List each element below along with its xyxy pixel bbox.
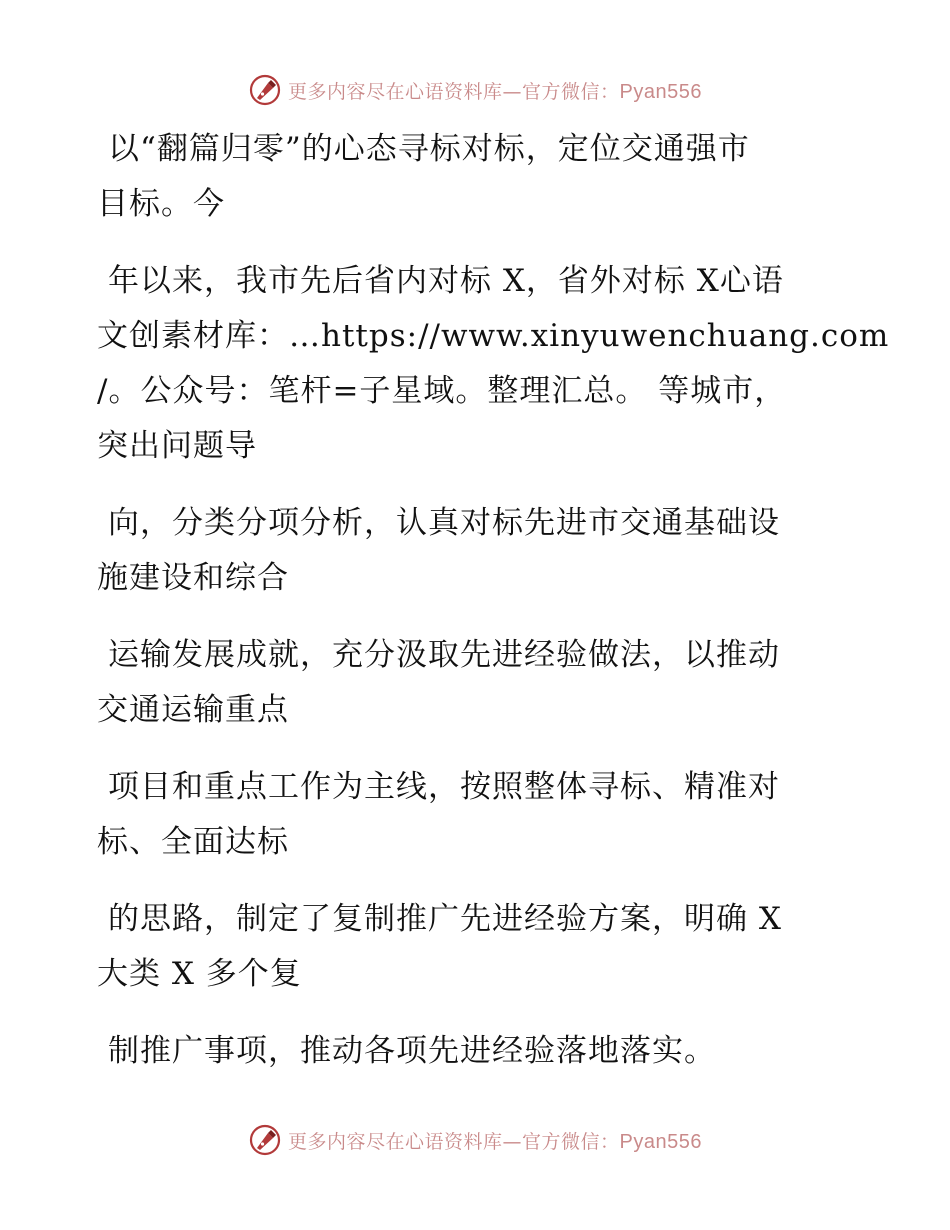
paragraph xyxy=(97,122,857,232)
paragraph xyxy=(97,892,857,1002)
text-line: 大类 X 多个复 xyxy=(97,956,302,992)
header-watermark xyxy=(0,70,950,110)
paragraph xyxy=(97,496,857,606)
text-line: 文创素材库：…https://www.xinyuwenchuang.com xyxy=(97,318,890,354)
paragraph xyxy=(97,760,857,870)
watermark-text: 更多内容尽在心语资料库—官方微信：Pyan556 xyxy=(288,80,702,103)
text-line: 目标。今 xyxy=(97,186,225,222)
text-line: /。公众号：笔杆=子星域。整理汇总。 等城市， xyxy=(97,373,787,409)
text-line: 年以来，我市先后省内对标 X，省外对标 X心语 xyxy=(108,263,784,299)
text-line: 运输发展成就，充分汲取先进经验做法，以推动 xyxy=(108,637,780,673)
paragraph xyxy=(97,628,857,738)
text-line: 以“翻篇归零”的心态寻标对标，定位交通强市 xyxy=(108,131,750,167)
footer-watermark xyxy=(0,1120,950,1160)
pen-nib-logo-icon xyxy=(248,1123,282,1157)
text-line: 向，分类分项分析，认真对标先进市交通基础设 xyxy=(108,505,780,541)
pen-nib-logo-icon xyxy=(248,73,282,107)
watermark-text: 更多内容尽在心语资料库—官方微信：Pyan556 xyxy=(288,1130,702,1153)
text-line: 标、全面达标 xyxy=(97,824,289,860)
text-line: 突出问题导 xyxy=(97,428,257,464)
paragraph xyxy=(97,254,890,474)
watermark-handle: Pyan556 xyxy=(619,1130,702,1153)
text-line: 制推广事项，推动各项先进经验落地落实。 xyxy=(108,1033,716,1069)
text-line: 交通运输重点 xyxy=(97,692,289,728)
watermark-handle: Pyan556 xyxy=(619,80,702,103)
text-line: 的思路，制定了复制推广先进经验方案，明确 X xyxy=(108,901,782,937)
text-line: 项目和重点工作为主线，按照整体寻标、精准对 xyxy=(108,769,780,805)
text-line: 施建设和综合 xyxy=(97,560,289,596)
document-body xyxy=(97,122,890,1101)
paragraph xyxy=(97,1024,857,1079)
